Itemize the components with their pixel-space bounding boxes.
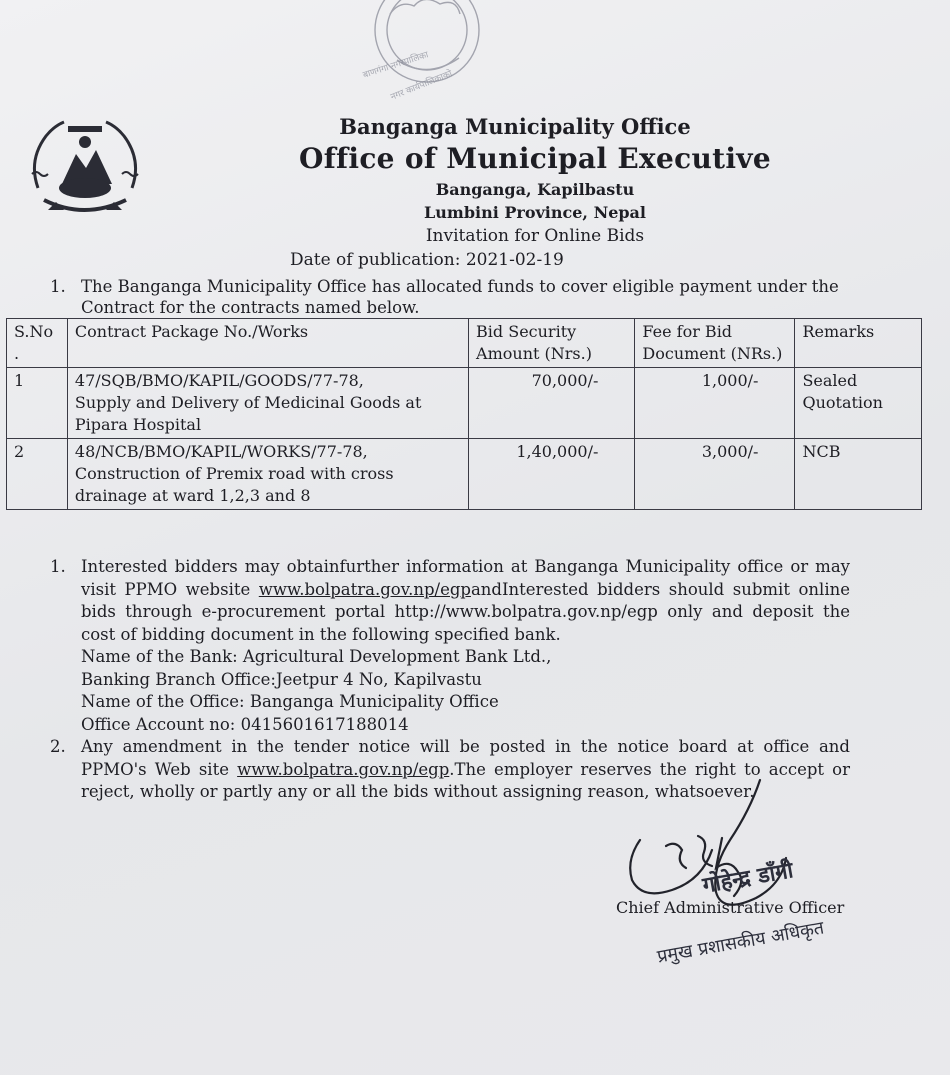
cell-security: 70,000/- [469,368,635,439]
cell-works [67,439,468,510]
account-number: Office Account no: 0415601617188014 [81,714,409,734]
item-text-cont: .The employer reserves the right to accept or reject, wholly or partly any or all the bids without assigning reason, whatsoever. [81,759,850,801]
contract-code: 48/NCB/BMO/KAPIL/WORKS/77-78, [74,442,368,461]
col-header-sno: S.No . [7,319,68,368]
svg-text:बाणगंगा नगरपालिका: बाणगंगा नगरपालिका [361,50,430,81]
office-location: Banganga, Kapilbastu [435,180,635,199]
office-name: Name of the Office: Banganga Municipality Office [81,692,499,711]
item-text: Interested bidders may obtainfurther information at Banganga Municipality office or may visit PPMO website [81,557,850,599]
municipal-seal-stamp [352,0,502,112]
cell-sno: 1 [7,368,68,439]
item-text: Any amendment in the tender notice will be posted in the notice board at office and PPMO's Web site [81,737,850,779]
contract-code: 47/SQB/BMO/KAPIL/GOODS/77-78, [74,371,364,390]
office-title: Office of Municipal Executive [299,142,771,175]
ppmo-link[interactable]: www.bolpatra.gov.np/egp [237,759,450,779]
cell-works [67,368,468,439]
intro-text: The Banganga Municipality Office has allocated funds to cover eligible payment under the Contract for the contracts named below. [81,277,839,317]
cell-security: 1,40,000/- [469,439,635,510]
contracts-table [6,318,922,510]
office-province: Lumbini Province, Nepal [424,203,646,222]
contract-description: Supply and Delivery of Medicinal Goods at Pipara Hospital [74,393,422,434]
cell-remarks: Sealed Quotation [795,368,922,439]
instructions-list [50,556,850,804]
cell-fee: 1,000/- [635,368,795,439]
svg-text:नगर कार्यपालिकाको: नगर कार्यपालिकाको [389,68,454,103]
cell-remarks: NCB [795,439,922,510]
item-number: 2. [50,737,66,756]
ppmo-link[interactable]: www.bolpatra.gov.np/egp [258,579,471,599]
col-header-fee: Fee for Bid Document (NRs.) [635,319,795,368]
stamp-officer-role: प्रमुख प्रशासकीय अधिकृत [655,917,826,968]
cell-sno: 2 [7,439,68,510]
table-row [7,439,922,510]
list-item [50,556,850,736]
table-row [7,368,922,439]
cell-fee: 3,000/- [635,439,795,510]
contract-description: Construction of Premix road with cross drainage at ward 1,2,3 and 8 [74,464,394,505]
item-text-cont: andInterested bidders should submit online bids through e-procurement portal http://www.bolpatra.gov.np/egp only and deposit the cost of bidding document in the following specified bank. [81,579,850,644]
intro-number: 1. [50,277,66,296]
stamp-officer-name: गोहेन्द्र डाँगी [700,858,796,899]
table-header-row [7,319,922,368]
municipality-name: Banganga Municipality Office [339,114,691,139]
publication-date: Date of publication: 2021-02-19 [290,250,564,270]
bank-name: Name of the Bank: Agricultural Development Bank Ltd., [81,647,552,666]
bank-branch: Banking Branch Office:Jeetpur 4 No, Kapilvastu [81,669,482,689]
col-header-works: Contract Package No./Works [67,319,468,368]
col-header-security: Bid Security Amount (Nrs.) [469,319,635,368]
signatory-title: Chief Administrative Officer [616,898,845,917]
item-number: 1. [50,557,66,576]
col-header-remarks: Remarks [795,319,922,368]
notice-title: Invitation for Online Bids [425,226,645,246]
